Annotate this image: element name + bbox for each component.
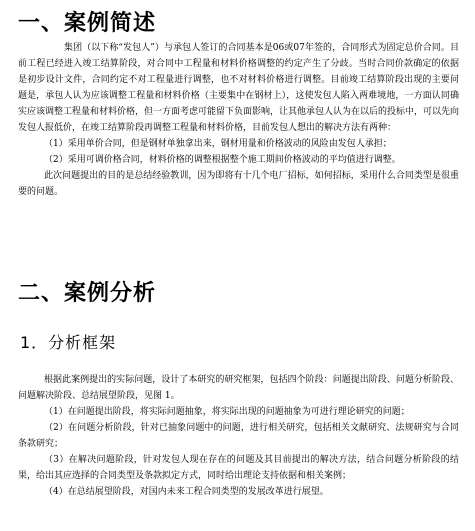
section-1-heading: 一、案例简述 [18, 11, 157, 36]
case-description-text-c: 当时合同价款确定的依据是初步设计文件，合同约定不对工程量进行调整，也不对材料价格进行调整。 [18, 59, 459, 85]
framework-paragraph: 根据此案例提出的实际问题，设计了本研究的研究框架，包括四个阶段：问题提出阶段、问题分析阶段、问题解决阶段、总结展望阶段，见图 1。 [18, 375, 459, 401]
case-description-paragraph [18, 40, 459, 136]
section-2-body [18, 372, 459, 500]
case-description-text-b: 目前工程已经进入竣工结算阶段，对合同中工程量和材料价格调整的约定产生了分歧。 [18, 43, 459, 69]
option-1-paragraph: （1）采用单价合同，但是钢材单独拿出来，钢材用量和价格波动的风险由发包人承担； [44, 139, 392, 149]
framework-item-3: （3）在解决问题阶段，针对发包人现在存在的问题及其目前提出的解决方法，结合问题分析阶段的结果，给出其应选择的合同类型及条款拟定方式，同时给出理论支持依据和相关案例； [18, 455, 459, 481]
purpose-paragraph: 此次问题提出的目的是总结经验教训，因为即将有十几个电厂招标，如何招标，采用什么合同类型是很重要的问题。 [18, 171, 459, 197]
section-2-heading: 二、案例分析 [18, 281, 157, 306]
option-2-paragraph: （2）采用可调价格合同，材料价格的调整根据整个施工期间价格波动的平均值进行调整。 [44, 155, 401, 165]
case-description-text-a: 集团（以下称“发包人”）与承包人签订的合同基本是06或07年签的，合同形式为固定总价合同。 [64, 43, 450, 53]
case-description-text-d: 目前竣工结算阶段出现的主要问题是，承包人认为应该调整工程量和材料价格（主要集中在钢材上），这使发包人陷入两难境地，一方面认同确实应该调整工程量和材料价格，但一方面考虑可能留下负面影响，让其他承包人认为在以后的投标中，可以先向发包人报低价，在竣工结算阶段再调整工程量和材料价格，目前发包人想出的解决方法有两种： [18, 75, 460, 133]
framework-item-1: （1）在问题提出阶段，将实际问题抽象，将实际出现的问题抽象为可进行理论研究的问题； [44, 407, 410, 417]
analysis-framework-heading: 1．分析框架 [20, 333, 117, 352]
section-1-body [18, 40, 459, 200]
framework-item-4: （4）在总结展望阶段，对国内未来工程合同类型的发展改革进行展望。 [44, 487, 329, 497]
framework-item-2: （2）在问题分析阶段，针对已抽象问题中的问题，进行相关研究，包括相关文献研究、法规研究与合同条款研究； [18, 423, 459, 449]
